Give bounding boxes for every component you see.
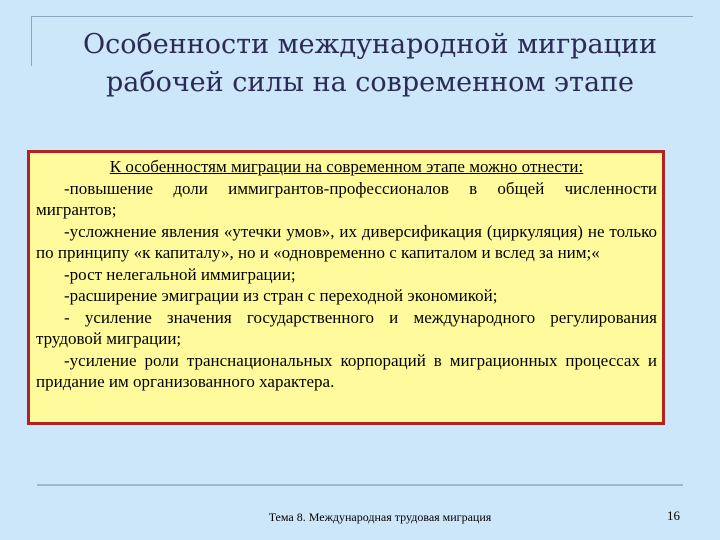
list-item: -повышение доли иммигрантов-профессионалов в общей численности мигрантов; bbox=[36, 178, 657, 219]
slide-title-line-1: Особенности международной миграции bbox=[83, 29, 657, 60]
list-item: - усиление значения государственного и международного регулирования трудовой миграции; bbox=[36, 307, 657, 348]
slide-title-line-2: рабочей силы на современном этапе bbox=[105, 67, 635, 98]
footer-topic: Тема 8. Международная трудовая миграция bbox=[268, 510, 492, 524]
content-intro: К особенностям миграции на современном этапе можно отнести: bbox=[109, 157, 584, 176]
list-item: -усложнение явления «утечки умов», их диверсификация (циркуляция) не только по принципу «к капиталу», но и «одновременно с капиталом и вслед за ним;« bbox=[36, 221, 657, 262]
slide-title bbox=[40, 26, 700, 102]
footer-divider bbox=[37, 484, 683, 486]
list-item: -рост нелегальной иммиграции; bbox=[64, 264, 296, 284]
title-frame-top-line bbox=[31, 16, 693, 17]
title-frame-left-line bbox=[31, 16, 32, 66]
list-item: -усиление роли транснациональных корпораций в миграционных процессах и придание им организованного характера. bbox=[36, 350, 657, 391]
page-number: 16 bbox=[667, 508, 680, 523]
content-box bbox=[27, 150, 665, 425]
list-item: -расширение эмиграции из стран с переходной экономикой; bbox=[64, 286, 498, 305]
